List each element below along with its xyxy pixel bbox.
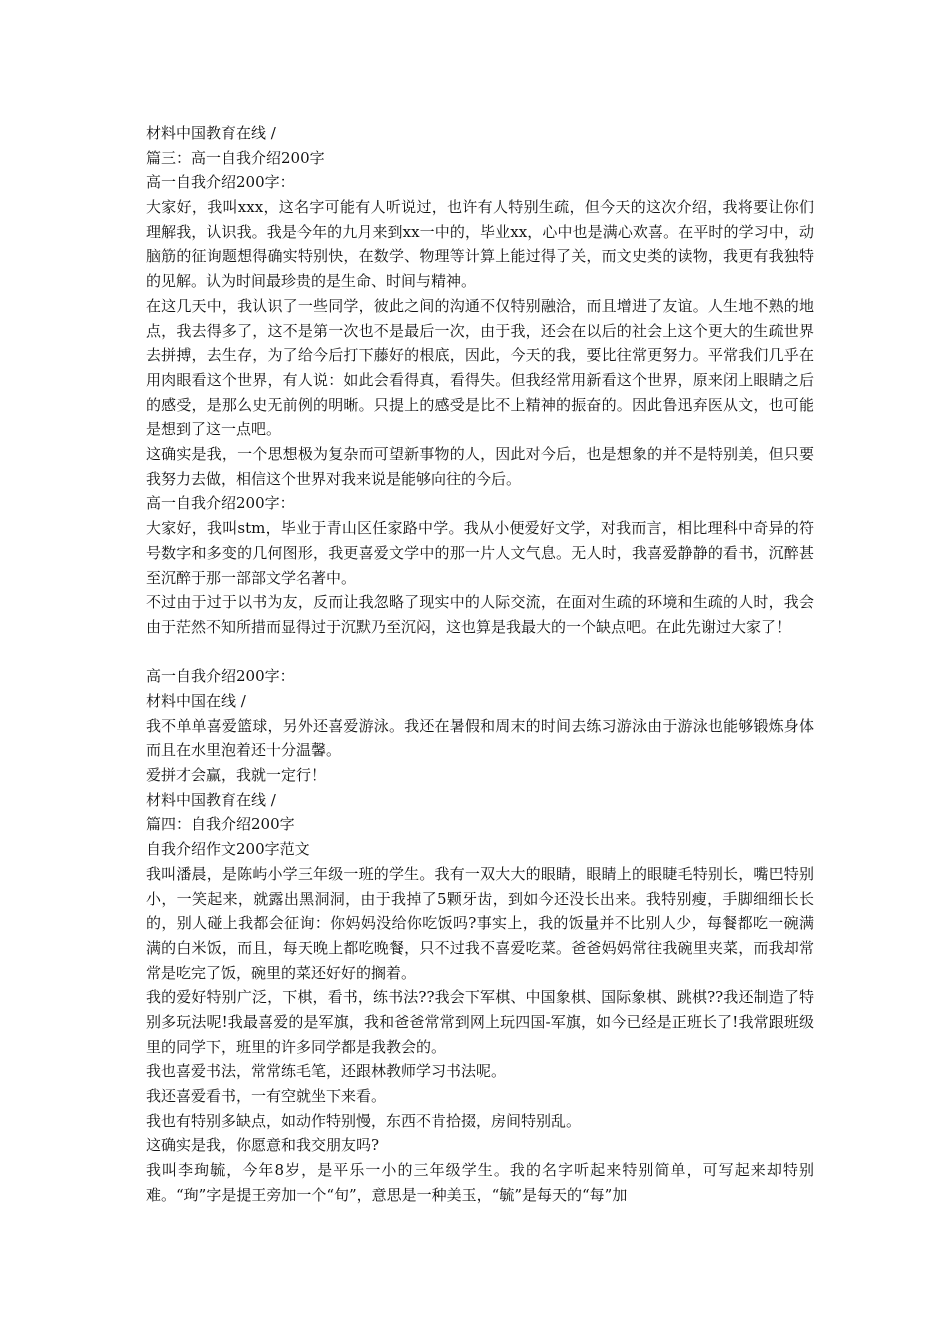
text-line: 材料中国教育在线 / [146,790,276,809]
paragraph: 我叫潘晨，是陈屿小学三年级一班的学生。我有一双大大的眼睛，眼睛上的眼睫毛特别长，嘴巴特别小，一笑起来，就露出黑洞洞，由于我掉了5颗牙齿，到如今还没长出来。我特别瘦，手脚细细长长的，别人碰上我都会征询：你妈妈没给你吃饭吗?事实上，我的饭量并不比别人少，每餐都吃一碗满满的白米饭，而且，每天晚上都吃晚餐，只不过我不喜爱吃菜。爸爸妈妈常往我碗里夹菜，而我却常常是吃完了饭，碗里的菜还好好的搁着。 [146,864,814,982]
text-line: 爱拼才会赢，我就一定行！ [146,766,327,785]
paragraph: 大家好，我叫stm，毕业于青山区任家路中学。我从小便爱好文学，对我而言，相比理科中奇异的符号数字和多变的几何图形，我更喜爱文学中的那一片人文气息。无人时，我喜爱静静的看书，沉醉甚至沉醉于那一部部文学名著中。 [146,519,814,587]
document-page [146,121,814,1208]
subheading: 高一自我介绍200字： [146,494,295,513]
section-heading: 篇三：高一自我介绍200字 [146,148,325,167]
paragraph: 大家好，我叫xxx，这名字可能有人听说过，也许有人特别生疏，但今天的这次介绍，我将要让你们理解我，认识我。我是今年的九月来到xx一中的，毕业xx，心中也是满心欢喜。在平时的学习中，动脑筋的征询题想得确实特别快，在数学、物理等计算上能过得了关，而文史类的读物，我更有我独特的见解。认为时间最珍贵的是生命、时间与精神。 [146,198,814,291]
subheading: 高一自我介绍200字： [146,173,295,192]
section-heading: 篇四：自我介绍200字 [146,815,295,834]
text-line: 材料中国教育在线 / [146,124,276,142]
text-line: 我还喜爱看书，一有空就坐下来看。 [146,1087,387,1106]
text-line: 我也有特别多缺点，如动作特别慢，东西不肯拾掇，房间特别乱。 [146,1111,582,1130]
paragraph: 在这几天中，我认识了一些同学，彼此之间的沟通不仅特别融洽，而且增进了友谊。人生地不熟的地点，我去得多了，这不是第一次也不是最后一次，由于我，还会在以后的社会上这个更大的生疏世界去拼搏，去生存，为了给今后打下藤好的根底，因此，今天的我，要比往常更努力。平常我们几乎在用肉眼看这个世界，有人说：如此会看得真，看得失。但我经常用新看这个世界，原来闭上眼睛之后的感受，是那么史无前例的明晰。只提上的感受是比不上精神的振奋的。因此鲁迅弃医从文，也可能是想到了这一点吧。 [146,296,814,439]
text-line: 这确实是我，你愿意和我交朋友吗? [146,1136,380,1155]
text-line: 材料中国在线 / [146,692,246,710]
paragraph: 我的爱好特别广泛，下棋，看书，练书法??我会下军棋、中国象棋、国际象棋、跳棋??我还制造了特别多玩法呢!我最喜爱的是军旗，我和爸爸常常到网上玩四国-军旗，如今已经是正班长了!我常跟班级里的同学下，班里的许多同学都是我教会的。 [146,988,814,1056]
subheading: 高一自我介绍200字： [146,667,295,686]
paragraph: 不过由于过于以书为友，反而让我忽略了现实中的人际交流，在面对生疏的环境和生疏的人时，我会由于茫然不知所措而显得过于沉默乃至沉闷，这也算是我最大的一个缺点吧。在此先谢过大家了！ [146,593,814,636]
paragraph: 我叫李珣毓，今年8岁，是平乐一小的三年级学生。我的名字听起来特别简单，可写起来却特别难。“珣”字是提王旁加一个“旬”，意思是一种美玉，“毓”是每天的“每”加 [146,1161,814,1204]
text-line: 我也喜爱书法，常常练毛笔，还跟林教师学习书法呢。 [146,1062,507,1081]
paragraph: 这确实是我，一个思想极为复杂而可望新事物的人，因此对今后，也是想象的并不是特别美，但只要我努力去做，相信这个世界对我来说是能够向往的今后。 [146,445,814,488]
subheading: 自我介绍作文200字范文 [146,840,310,859]
paragraph: 我不单单喜爱篮球，另外还喜爱游泳。我还在暑假和周末的时间去练习游泳由于游泳也能够锻炼身体而且在水里泡着还十分温馨。 [146,716,814,760]
